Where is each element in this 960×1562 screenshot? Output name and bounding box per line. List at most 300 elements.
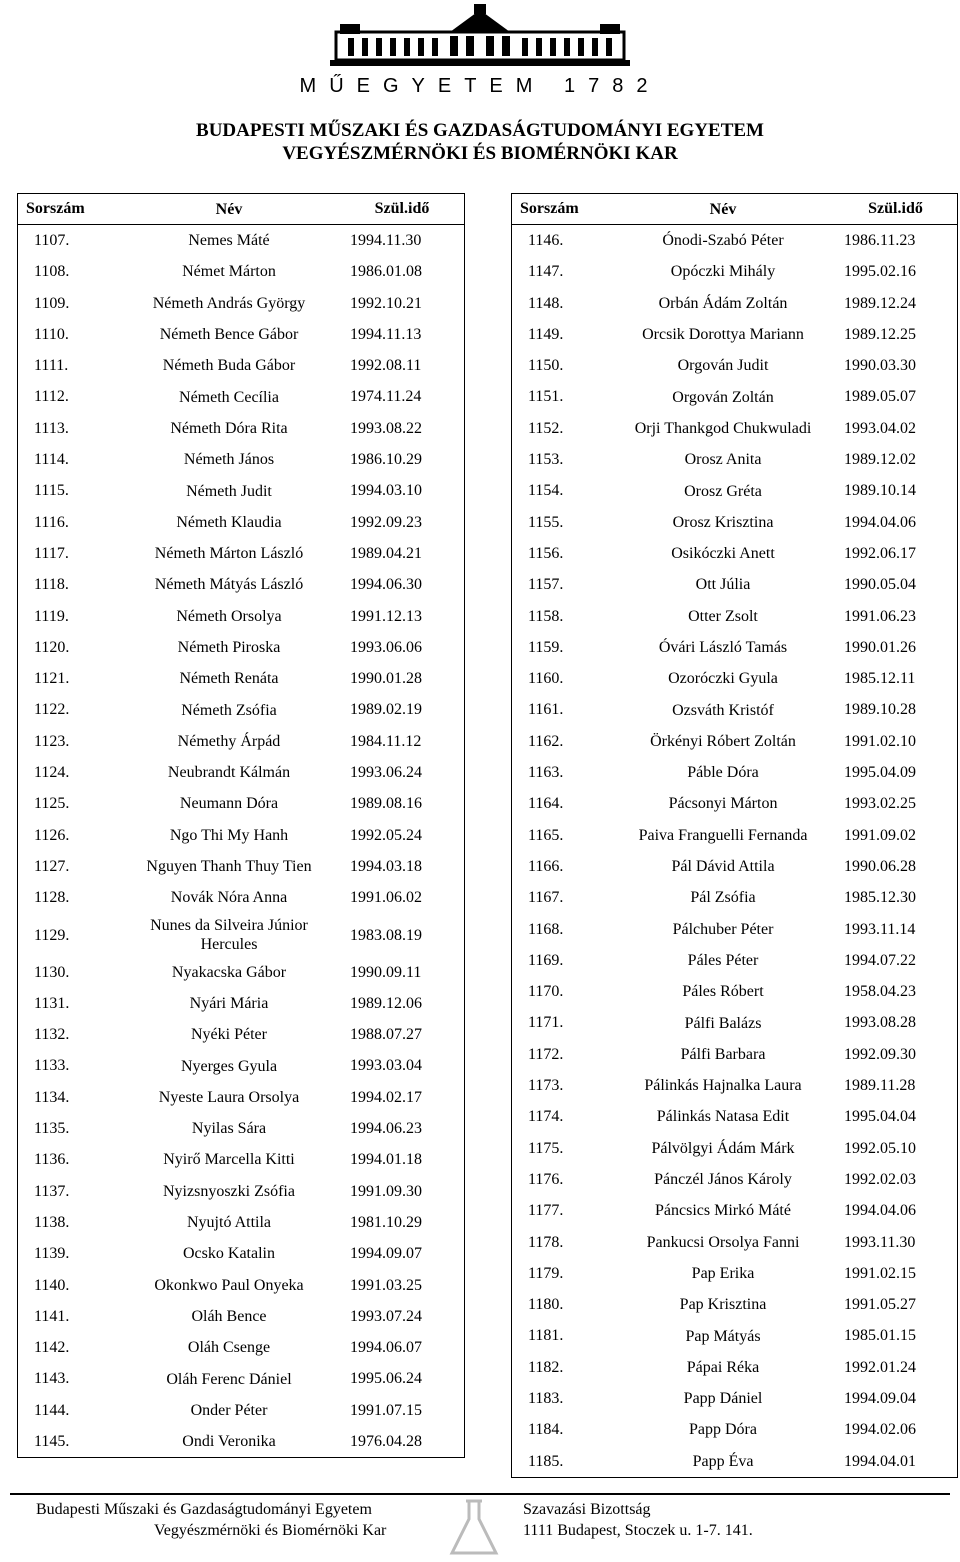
row-dob: 1992.01.24 xyxy=(844,1358,916,1376)
row-name: Papp Dániel xyxy=(683,1390,763,1408)
table-body xyxy=(512,225,957,1477)
row-number: 1165. xyxy=(528,826,564,844)
table-row xyxy=(512,976,957,1007)
row-dob: 1992.09.30 xyxy=(844,1045,916,1063)
row-name: Onder Péter xyxy=(190,1401,268,1419)
row-dob: 1989.12.24 xyxy=(844,294,916,312)
row-number: 1160. xyxy=(528,670,564,688)
footer-right xyxy=(523,1499,753,1541)
row-dob: 1994.09.04 xyxy=(844,1389,916,1407)
table-row xyxy=(18,663,464,694)
table-row xyxy=(512,225,957,256)
table-row xyxy=(512,757,957,788)
row-dob: 1989.12.25 xyxy=(844,325,916,343)
row-number: 1148. xyxy=(528,294,564,312)
row-dob: 1986.10.29 xyxy=(350,451,422,469)
row-dob: 1986.11.23 xyxy=(844,232,916,249)
row-name: Ocsko Katalin xyxy=(183,1245,275,1263)
row-number: 1171. xyxy=(528,1014,564,1032)
row-name: Nyakacska Gábor xyxy=(171,963,287,981)
row-dob: 1992.02.03 xyxy=(844,1170,916,1188)
row-dob: 1991.06.02 xyxy=(350,889,422,907)
row-name: Nyirő Marcella Kitti xyxy=(163,1151,295,1169)
row-number: 1123. xyxy=(34,732,70,750)
row-dob: 1993.02.25 xyxy=(844,795,916,813)
row-number: 1120. xyxy=(34,638,70,656)
row-dob: 1990.09.11 xyxy=(350,963,422,981)
row-name: Neubrandt Kálmán xyxy=(167,764,291,782)
table-row xyxy=(512,288,957,319)
row-dob: 1994.04.06 xyxy=(844,1202,916,1220)
row-name: Pál Dávid Attila xyxy=(671,858,775,876)
row-dob: 1991.09.02 xyxy=(844,826,916,844)
footer-university: Budapesti Műszaki és Gazdaságtudományi Egyetem xyxy=(36,1501,372,1518)
row-name: Nemes Máté xyxy=(188,232,270,250)
row-dob: 1989.08.16 xyxy=(350,795,422,813)
row-dob: 1993.08.28 xyxy=(844,1014,916,1032)
row-number: 1126. xyxy=(34,826,70,844)
row-dob: 1994.06.23 xyxy=(350,1120,422,1138)
row-name: Papp Éva xyxy=(692,1452,754,1470)
row-number: 1129. xyxy=(34,926,70,944)
row-dob: 1992.05.24 xyxy=(350,826,422,844)
row-number: 1166. xyxy=(528,857,564,875)
row-number: 1147. xyxy=(528,263,564,281)
row-name: Pap Mátyás xyxy=(685,1327,761,1345)
row-dob: 1974.11.24 xyxy=(350,388,422,406)
row-dob: 1991.12.13 xyxy=(350,607,422,625)
row-number: 1133. xyxy=(34,1057,70,1075)
row-number: 1155. xyxy=(528,513,564,531)
row-dob: 1990.06.28 xyxy=(844,857,916,875)
row-name: Németh Dóra Rita xyxy=(170,419,288,437)
table-row xyxy=(512,475,957,506)
row-dob: 1991.07.15 xyxy=(350,1401,422,1419)
row-number: 1122. xyxy=(34,701,70,719)
header-name: Név xyxy=(709,200,737,218)
row-dob: 1990.05.04 xyxy=(844,576,916,594)
row-dob: 1992.10.21 xyxy=(350,294,422,312)
table-row xyxy=(18,632,464,663)
row-name: Orji Thankgod Chukwuladi xyxy=(634,419,812,437)
row-name: Papp Dóra xyxy=(689,1421,757,1439)
table-row xyxy=(512,694,957,725)
row-name: Óvári László Tamás xyxy=(658,639,788,656)
table-row xyxy=(512,1101,957,1132)
row-dob: 1994.02.17 xyxy=(350,1088,422,1106)
row-name: Nyári Mária xyxy=(189,994,269,1012)
row-name: Örkényi Róbert Zoltán xyxy=(650,732,796,750)
row-number: 1131. xyxy=(34,994,70,1012)
header-dob: Szül.idő xyxy=(374,200,430,217)
row-number: 1108. xyxy=(34,263,70,281)
row-number: 1109. xyxy=(34,294,70,312)
row-number: 1174. xyxy=(528,1108,564,1126)
row-number: 1172. xyxy=(528,1045,564,1063)
table-row xyxy=(18,1426,464,1457)
table-row xyxy=(512,882,957,913)
footer-address: 1111 Budapest, Stoczek u. 1-7. 141. xyxy=(523,1522,753,1539)
table-row xyxy=(512,319,957,350)
logo-text: MŰEGYETEM 1782 xyxy=(300,75,660,97)
table-row xyxy=(18,288,464,319)
row-number: 1175. xyxy=(528,1139,564,1157)
row-dob: 1990.03.30 xyxy=(844,357,916,375)
row-dob: 1993.07.24 xyxy=(350,1307,422,1325)
row-dob: 1994.02.06 xyxy=(844,1421,916,1439)
row-number: 1162. xyxy=(528,732,564,750)
row-number: 1110. xyxy=(34,325,69,343)
row-dob: 1995.02.16 xyxy=(844,263,916,281)
header-number: Sorszám xyxy=(520,200,579,217)
table-row xyxy=(18,988,464,1019)
table-row xyxy=(512,507,957,538)
table-row xyxy=(18,851,464,882)
row-name: Pálvölgyi Ádám Márk xyxy=(651,1139,795,1157)
table-row xyxy=(512,381,957,412)
table-row xyxy=(512,1320,957,1351)
row-dob: 1983.08.19 xyxy=(350,926,422,944)
row-name: Nyeste Laura Orsolya xyxy=(158,1088,300,1106)
row-dob: 1994.06.07 xyxy=(350,1339,422,1357)
row-dob: 1994.01.18 xyxy=(350,1151,422,1169)
row-name: Pánczél János Károly xyxy=(654,1171,792,1189)
table-row xyxy=(512,914,957,945)
table-row xyxy=(512,1164,957,1195)
row-name: Németh Orsolya xyxy=(176,607,282,625)
row-dob: 1985.12.30 xyxy=(844,889,916,907)
header-name: Név xyxy=(215,200,243,218)
row-name: Opóczki Mihály xyxy=(670,263,776,281)
row-name: Pálinkás Hajnalka Laura xyxy=(644,1077,802,1095)
row-name: Otter Zsolt xyxy=(688,607,758,625)
row-number: 1154. xyxy=(528,482,564,500)
row-name: Orosz Anita xyxy=(684,451,762,469)
row-number: 1121. xyxy=(34,670,70,688)
table-row xyxy=(18,757,464,788)
row-dob: 1995.04.09 xyxy=(844,764,916,782)
row-number: 1170. xyxy=(528,983,564,1001)
table-row xyxy=(18,538,464,569)
table-row xyxy=(512,1258,957,1289)
table-row xyxy=(18,569,464,600)
row-dob: 1984.11.12 xyxy=(350,732,422,750)
row-number: 1125. xyxy=(34,795,70,813)
footer-divider xyxy=(10,1493,950,1495)
row-dob: 1991.05.27 xyxy=(844,1296,916,1314)
row-number: 1153. xyxy=(528,451,564,469)
table-row xyxy=(18,1082,464,1113)
row-dob: 1994.11.30 xyxy=(350,232,422,249)
table-row xyxy=(18,1144,464,1175)
row-name: Németh András György xyxy=(152,294,306,312)
row-name: Osikóczki Anett xyxy=(671,545,775,563)
row-number: 1114. xyxy=(34,451,69,469)
row-name: Nunes da Silveira Júnior Hercules xyxy=(150,917,308,954)
row-number: 1161. xyxy=(528,701,564,719)
row-name: Pap Krisztina xyxy=(679,1296,767,1314)
row-name: Pálfi Balázs xyxy=(684,1014,762,1032)
row-number: 1184. xyxy=(528,1421,564,1439)
row-dob: 1993.03.04 xyxy=(350,1057,422,1075)
table-row xyxy=(512,663,957,694)
row-number: 1142. xyxy=(34,1339,70,1357)
row-number: 1152. xyxy=(528,419,564,437)
row-number: 1157. xyxy=(528,576,564,594)
row-name: Németh Renáta xyxy=(179,670,279,688)
row-dob: 1994.04.01 xyxy=(844,1452,916,1470)
row-dob: 1958.04.23 xyxy=(844,983,916,1001)
row-dob: 1992.08.11 xyxy=(350,357,422,375)
row-name: Pácsonyi Márton xyxy=(668,795,778,813)
row-name: Neumann Dóra xyxy=(179,795,279,813)
row-number: 1146. xyxy=(528,232,564,249)
row-dob: 1981.10.29 xyxy=(350,1213,422,1231)
row-name: Németh Zsófia xyxy=(181,701,277,719)
table-row xyxy=(512,1289,957,1320)
row-number: 1183. xyxy=(528,1389,564,1407)
row-number: 1169. xyxy=(528,951,564,969)
row-number: 1180. xyxy=(528,1296,564,1314)
table-row xyxy=(18,507,464,538)
row-number: 1119. xyxy=(34,607,69,625)
row-dob: 1994.07.22 xyxy=(844,951,916,969)
row-name: Orcsik Dorottya Mariann xyxy=(642,326,804,344)
row-name: Németh Klaudia xyxy=(176,513,282,531)
table-row xyxy=(18,413,464,444)
table-row xyxy=(18,820,464,851)
row-number: 1177. xyxy=(528,1202,564,1220)
row-name: Páles Róbert xyxy=(682,983,764,1001)
row-dob: 1994.11.13 xyxy=(350,325,422,343)
row-name: Némethy Árpád xyxy=(177,732,281,750)
row-name: Oláh Ferenc Dániel xyxy=(166,1370,292,1388)
table-row xyxy=(512,350,957,381)
row-number: 1116. xyxy=(34,513,69,531)
table-row xyxy=(18,882,464,913)
row-dob: 1992.05.10 xyxy=(844,1139,916,1157)
table-row xyxy=(18,1050,464,1081)
row-number: 1115. xyxy=(34,482,69,500)
row-name: Németh Márton László xyxy=(154,545,304,563)
row-name: Orosz Gréta xyxy=(684,482,762,500)
row-number: 1107. xyxy=(34,232,70,249)
row-dob: 1993.06.06 xyxy=(350,638,422,656)
row-dob: 1985.12.11 xyxy=(844,670,916,688)
table-row xyxy=(18,914,464,957)
row-number: 1181. xyxy=(528,1327,564,1345)
row-name: Páble Dóra xyxy=(687,764,759,782)
row-number: 1143. xyxy=(34,1370,70,1388)
row-dob: 1994.06.30 xyxy=(350,576,422,594)
row-name: Paiva Franguelli Fernanda xyxy=(638,826,808,844)
row-number: 1138. xyxy=(34,1213,70,1231)
footer-left xyxy=(36,1499,386,1541)
university-logo xyxy=(300,2,660,98)
row-dob: 1990.01.28 xyxy=(350,670,422,688)
table-row xyxy=(512,1070,957,1101)
table-row xyxy=(512,1446,957,1477)
footer-faculty: Vegyészmérnöki és Biomérnöki Kar xyxy=(154,1522,387,1539)
row-number: 1178. xyxy=(528,1233,564,1251)
row-number: 1164. xyxy=(528,795,564,813)
row-name: Németh Buda Gábor xyxy=(162,357,296,375)
row-dob: 1989.11.28 xyxy=(844,1077,916,1095)
table-row xyxy=(512,1195,957,1226)
row-dob: 1992.09.23 xyxy=(350,513,422,531)
table-row xyxy=(512,788,957,819)
table-row xyxy=(512,1007,957,1038)
table-row xyxy=(18,256,464,287)
row-number: 1136. xyxy=(34,1151,70,1169)
table-row xyxy=(512,538,957,569)
table-row xyxy=(18,601,464,632)
row-dob: 1989.02.19 xyxy=(350,701,422,719)
row-name: Németh János xyxy=(183,451,275,469)
row-name: Nyujtó Attila xyxy=(187,1214,271,1232)
row-name: Nyéki Péter xyxy=(191,1026,267,1044)
row-name: Pál Zsófia xyxy=(690,889,756,907)
row-dob: 1991.09.30 xyxy=(350,1182,422,1200)
row-number: 1117. xyxy=(34,544,69,562)
table-row xyxy=(512,1414,957,1445)
table-header xyxy=(512,194,957,225)
row-dob: 1989.12.06 xyxy=(350,994,422,1012)
row-number: 1150. xyxy=(528,357,564,375)
row-name: Páncsics Mirkó Máté xyxy=(655,1202,791,1220)
row-name: Ngo Thi My Hanh xyxy=(169,826,289,844)
table-row xyxy=(18,788,464,819)
row-name: Ondi Veronika xyxy=(182,1433,276,1451)
row-dob: 1991.02.10 xyxy=(844,732,916,750)
row-name: Novák Nóra Anna xyxy=(170,889,288,907)
faculty-name: VEGYÉSZMÉRNÖKI ÉS BIOMÉRNÖKI KAR xyxy=(282,143,678,164)
row-name: Okonkwo Paul Onyeka xyxy=(154,1276,304,1294)
row-name: Orbán Ádám Zoltán xyxy=(658,294,788,312)
row-dob: 1995.06.24 xyxy=(350,1370,422,1388)
table-row xyxy=(512,1039,957,1070)
row-dob: 1990.01.26 xyxy=(844,638,916,656)
header-dob: Szül.idő xyxy=(868,200,923,217)
flask-icon xyxy=(444,1497,504,1559)
row-name: Németh Cecília xyxy=(179,388,279,406)
row-dob: 1988.07.27 xyxy=(350,1026,422,1044)
row-dob: 1991.02.15 xyxy=(844,1264,916,1282)
table-row xyxy=(512,851,957,882)
row-number: 1156. xyxy=(528,544,564,562)
table-row xyxy=(18,1207,464,1238)
row-dob: 1986.01.08 xyxy=(350,263,422,281)
row-name: Nyilas Sára xyxy=(191,1120,267,1138)
table-row xyxy=(512,444,957,475)
row-number: 1139. xyxy=(34,1245,70,1263)
row-name: Németh Bence Gábor xyxy=(159,326,299,344)
row-name: Pap Erika xyxy=(691,1264,755,1282)
row-name: Oláh Csenge xyxy=(187,1339,271,1357)
row-dob: 1989.10.14 xyxy=(844,482,916,500)
row-number: 1124. xyxy=(34,764,70,782)
row-number: 1112. xyxy=(34,388,69,406)
row-dob: 1989.10.28 xyxy=(844,701,916,719)
row-number: 1182. xyxy=(528,1358,564,1376)
row-dob: 1992.06.17 xyxy=(844,544,916,562)
table-row xyxy=(18,444,464,475)
row-dob: 1993.11.14 xyxy=(844,920,916,938)
candidate-table-right xyxy=(511,193,958,1478)
table-row xyxy=(18,957,464,988)
table-row xyxy=(18,1176,464,1207)
row-name: Pálinkás Natasa Edit xyxy=(656,1108,790,1126)
row-name: Nyizsnyoszki Zsófia xyxy=(163,1182,295,1200)
row-dob: 1993.08.22 xyxy=(350,419,422,437)
table-row xyxy=(512,569,957,600)
table-row xyxy=(18,1363,464,1394)
table-row xyxy=(512,726,957,757)
row-name: Oláh Bence xyxy=(191,1307,267,1325)
table-row xyxy=(18,1113,464,1144)
table-row xyxy=(512,601,957,632)
table-row xyxy=(18,1332,464,1363)
row-dob: 1994.03.10 xyxy=(350,482,422,500)
candidate-table-left xyxy=(17,193,465,1458)
row-name: Pálfi Barbara xyxy=(680,1045,766,1063)
row-number: 1168. xyxy=(528,920,564,938)
row-number: 1167. xyxy=(528,889,564,907)
row-number: 1149. xyxy=(528,325,564,343)
row-number: 1185. xyxy=(528,1452,564,1470)
row-number: 1134. xyxy=(34,1088,70,1106)
table-row xyxy=(18,1270,464,1301)
table-row xyxy=(512,1227,957,1258)
row-name: Páles Péter xyxy=(687,951,759,969)
table-row xyxy=(18,381,464,412)
row-number: 1141. xyxy=(34,1307,70,1325)
row-dob: 1993.04.02 xyxy=(844,419,916,437)
university-name: BUDAPESTI MŰSZAKI ÉS GAZDASÁGTUDOMÁNYI EGYETEM xyxy=(196,120,764,141)
table-row xyxy=(18,319,464,350)
table-row xyxy=(18,350,464,381)
row-name: Pálchuber Péter xyxy=(672,920,774,938)
row-dob: 1994.04.06 xyxy=(844,513,916,531)
table-row xyxy=(512,632,957,663)
row-number: 1130. xyxy=(34,963,70,981)
row-number: 1158. xyxy=(528,607,564,625)
table-row xyxy=(18,694,464,725)
row-number: 1127. xyxy=(34,857,70,875)
row-number: 1176. xyxy=(528,1170,564,1188)
row-number: 1128. xyxy=(34,889,70,907)
row-dob: 1993.11.30 xyxy=(844,1233,916,1251)
header-number: Sorszám xyxy=(26,200,85,217)
table-row xyxy=(512,945,957,976)
row-number: 1135. xyxy=(34,1120,70,1138)
table-row xyxy=(18,1301,464,1332)
row-dob: 1994.09.07 xyxy=(350,1245,422,1263)
row-number: 1159. xyxy=(528,638,564,656)
table-row xyxy=(512,1133,957,1164)
row-dob: 1989.05.07 xyxy=(844,388,916,406)
table-row xyxy=(18,1238,464,1269)
table-row xyxy=(512,1352,957,1383)
table-row xyxy=(18,1395,464,1426)
row-name: Nguyen Thanh Thuy Tien xyxy=(146,858,312,876)
row-number: 1179. xyxy=(528,1264,564,1282)
row-number: 1137. xyxy=(34,1182,70,1200)
row-name: Orgován Judit xyxy=(677,357,769,375)
row-dob: 1976.04.28 xyxy=(350,1432,422,1450)
table-row xyxy=(18,475,464,506)
row-number: 1163. xyxy=(528,764,564,782)
